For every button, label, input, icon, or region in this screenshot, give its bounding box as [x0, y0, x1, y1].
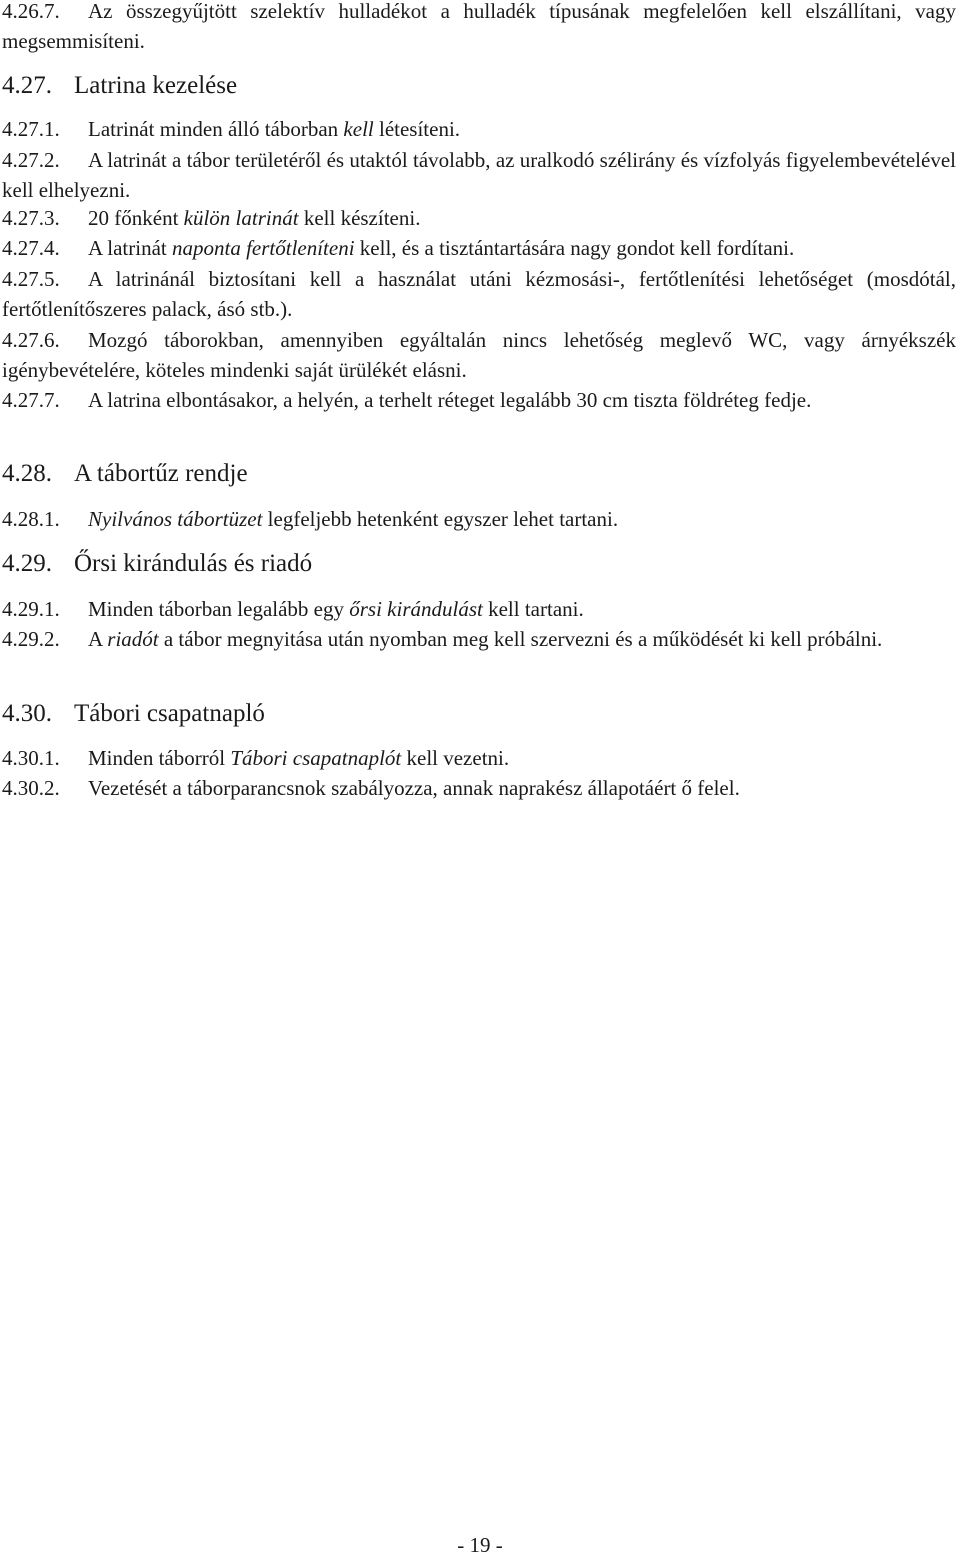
paragraph-4-27-7 [2, 386, 956, 416]
paragraph-4-27-5 [2, 265, 956, 324]
paragraph-4-27-4 [2, 234, 956, 264]
section-title: Latrina kezelése [74, 72, 238, 99]
section-title: Tábori csapatnapló [74, 700, 265, 727]
paragraph-4-29-2 [2, 625, 956, 655]
item-text: kell vezetni. [401, 746, 510, 770]
item-text: kell, és a tisztántartására nagy gondot kell fordítani. [354, 236, 795, 260]
paragraph-4-30-1 [2, 744, 956, 774]
item-emphasis: naponta fertőtleníteni [171, 236, 355, 260]
item-number: 4.27.7. [2, 388, 60, 412]
paragraph-4-28-1 [2, 505, 956, 535]
section-title: Őrsi kirándulás és riadó [74, 550, 313, 577]
item-text: Latrinát minden álló táborban [88, 117, 344, 141]
item-number: 4.27.4. [2, 236, 60, 260]
section-heading-4-30 [2, 698, 956, 730]
paragraph-4-29-1 [2, 595, 956, 625]
item-text: A latrinát [88, 236, 172, 260]
item-text: Minden táborban legalább egy [88, 597, 350, 621]
item-number: 4.27.5. [2, 267, 60, 291]
paragraph-4-27-1 [2, 115, 956, 145]
item-number: 4.29.2. [2, 627, 60, 651]
item-text: Mozgó táborokban, amennyiben egyáltalán nincs lehetőség meglevő WC, vagy árnyékszék igénybevételére, köteles mindenki saját ürülékét elásni. [2, 328, 956, 382]
item-emphasis: Tábori csapatnaplót [230, 746, 402, 770]
item-number: 4.27.6. [2, 328, 60, 352]
item-emphasis: őrsi kirándulást [349, 597, 483, 621]
page-footer [0, 1532, 960, 1558]
item-number: 4.27.2. [2, 148, 60, 172]
item-number: 4.30.1. [2, 746, 60, 770]
item-emphasis: külön latrinát [183, 206, 299, 230]
section-heading-4-29 [2, 548, 956, 580]
item-text: létesíteni. [373, 117, 461, 141]
item-number: 4.29.1. [2, 597, 60, 621]
section-heading-4-28 [2, 458, 956, 490]
section-heading-4-27 [2, 70, 956, 102]
item-emphasis: Nyilvános tábortüzet [88, 507, 263, 531]
section-number: 4.30. [2, 700, 52, 727]
item-number: 4.27.3. [2, 206, 60, 230]
item-text: A [88, 627, 108, 651]
item-text: Vezetését a táborparancsnok szabályozza, annak naprakész állapotáért ő felel. [88, 776, 740, 800]
item-text: Minden táborról [88, 746, 231, 770]
item-text: Az összegyűjtött szelektív hulladékot a hulladék típusának megfelelően kell elszállítani, vagy megsemmisíteni. [2, 0, 956, 53]
item-text: A latrinát a tábor területéről és utaktól távolabb, az uralkodó szélirány és vízfolyás figyelembevételével kell elhelyezni. [2, 148, 956, 202]
paragraph-4-30-2 [2, 774, 956, 804]
item-text: A latrinánál biztosítani kell a használat utáni kézmosási-, fertőtlenítési lehetőséget (mosdótál, fertőtlenítőszeres palack, ásó stb.). [2, 267, 956, 321]
item-text: A latrina elbontásakor, a helyén, a terhelt réteget legalább 30 cm tiszta földréteg fedje. [88, 388, 812, 412]
item-emphasis: riadót [107, 627, 159, 651]
item-text: legfeljebb hetenként egyszer lehet tartani. [262, 507, 619, 531]
paragraph-4-27-6 [2, 326, 956, 385]
item-number: 4.30.2. [2, 776, 60, 800]
item-number: 4.28.1. [2, 507, 60, 531]
item-text: kell tartani. [482, 597, 584, 621]
paragraph-4-27-2 [2, 146, 956, 205]
item-text: kell készíteni. [298, 206, 421, 230]
page-number: - 19 - [457, 1533, 503, 1557]
paragraph-4-26-7 [2, 0, 956, 56]
section-title: A tábortűz rendje [74, 460, 248, 487]
item-emphasis: kell [343, 117, 374, 141]
item-number: 4.26.7. [2, 0, 60, 23]
item-text: a tábor megnyitása után nyomban meg kell szervezni és a működését ki kell próbálni. [158, 627, 883, 651]
item-text: 20 főnként [88, 206, 184, 230]
section-number: 4.27. [2, 72, 52, 99]
item-number: 4.27.1. [2, 117, 60, 141]
section-number: 4.29. [2, 550, 52, 577]
paragraph-4-27-3 [2, 204, 956, 234]
section-number: 4.28. [2, 460, 52, 487]
